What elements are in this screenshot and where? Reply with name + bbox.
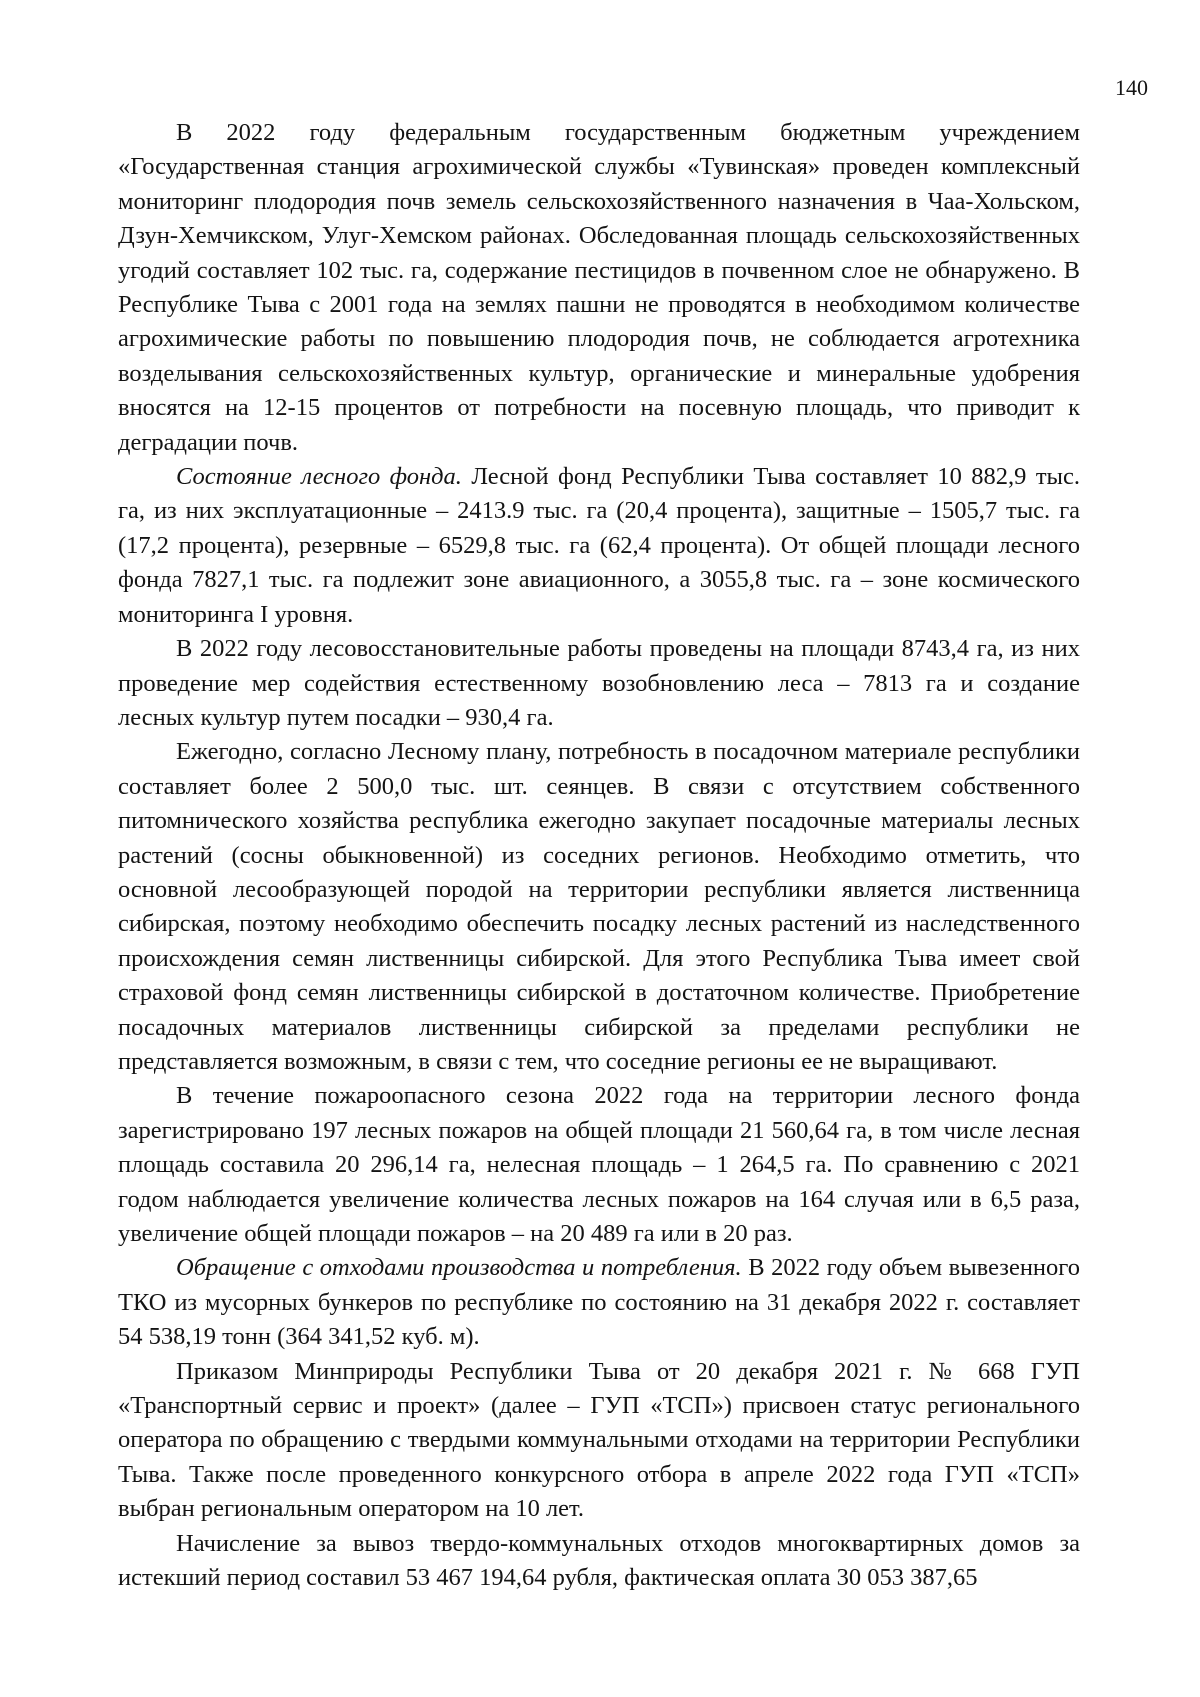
paragraph-lead-in: Обращение с отходами производства и потребления. [176,1254,742,1282]
paragraph-text: В 2022 году федеральным государственным бюджетным учреждением «Государственная станция агрохимической службы «Тувинская» проведен комплексный мониторинг плодородия почв земель сельскохозяйственного назначения в Чаа-Хольском, Дзун-Хемчикском, Улуг-Хемском районах. Обследованная площадь сельскохозяйственных угодий составляет 102 тыс. га, содержание пестицидов в почвенном слое не обнаружено. В Республике Тыва с 2001 года на землях пашни не проводятся в необходимом количестве агрохимические работы по повышению плодородия почв, не соблюдается агротехника возделывания сельскохозяйственных культур, органические и минеральные удобрения вносятся на 12-15 процентов от потребности на посевную площадь, что приводит к деградации почв. [118,119,1080,456]
paragraph-text: В 2022 году лесовосстановительные работы проведены на площади 8743,4 га, из них проведение мер содействия естественному возобновлению леса – 7813 га и создание лесных культур путем посадки – 930,4 га. [118,635,1080,731]
paragraph-waste-charges [118,1527,1080,1596]
paragraph-waste-management [118,1251,1080,1354]
page-number: 140 [1115,75,1148,100]
paragraph-planting-material [118,735,1080,1079]
paragraph-text: Лесной фонд Республики Тыва составляет 10 882,9 тыс. га, из них эксплуатационные – 2413.9 тыс. га (20,4 процента), защитные – 1505,7 тыс. га (17,2 процента), резервные – 6529,8 тыс. га (62,4 процента). От общей площади лесного фонда 7827,1 тыс. га подлежит зоне авиационного, а 3055,8 тыс. га – зоне космического мониторинга I уровня. [118,463,1080,628]
paragraph-regional-operator [118,1355,1080,1527]
paragraph-text: Ежегодно, согласно Лесному плану, потребность в посадочном материале республики составляет более 2 500,0 тыс. шт. сеянцев. В связи с отсутствием собственного питомнического хозяйства республика ежегодно закупает посадочные материалы лесных растений (сосны обыкновенной) из соседних регионов. Необходимо отметить, что основной лесообразующей породой на территории республики является лиственница сибирская, поэтому необходимо обеспечить посадку лесных растений из наследственного происхождения семян лиственницы сибирской. Для этого Республика Тыва имеет свой страховой фонд семян лиственницы сибирской в достаточном количестве. Приобретение посадочных материалов лиственницы сибирской за пределами республики не представляется возможным, в связи с тем, что соседние регионы ее не выращивают. [118,738,1080,1075]
paragraph-text: Начисление за вывоз твердо-коммунальных отходов многоквартирных домов за истекший период составил 53 467 194,64 рубля, фактическая оплата 30 053 387,65 [118,1529,1080,1592]
paragraph-soil-monitoring [118,116,1080,460]
paragraph-forest-fund [118,460,1080,632]
paragraph-text: В 2022 году объем вывезенного ТКО из мусорных бункеров по республике по состоянию на 31 декабря 2022 г. составляет 54 538,19 тонн (364 341,52 куб. м). [118,1254,1080,1351]
paragraph-text: В течение пожароопасного сезона 2022 года на территории лесного фонда зарегистрировано 197 лесных пожаров на общей площади 21 560,64 га, в том числе лесная площадь составила 20 296,14 га, нелесная площадь – 1 264,5 га. По сравнению с 2021 годом наблюдается увеличение количества лесных пожаров на 164 случая или в 6,5 раза, увеличение общей площади пожаров – на 20 489 га или в 20 раз. [118,1082,1080,1247]
paragraph-reforestation [118,632,1080,735]
paragraph-forest-fires [118,1079,1080,1251]
paragraph-text: Приказом Минприроды Республики Тыва от 20 декабря 2021 г. № 668 ГУП «Транспортный сервис и проект» (далее – ГУП «ТСП») присвоен статус регионального оператора по обращению с твердыми коммунальными отходами на территории Республики Тыва. Также после проведенного конкурсного отбора в апреле 2022 года ГУП «ТСП» выбран региональным оператором на 10 лет. [118,1357,1080,1523]
paragraph-lead-in: Состояние лесного фонда. [176,463,462,491]
document-body [118,116,1080,1595]
